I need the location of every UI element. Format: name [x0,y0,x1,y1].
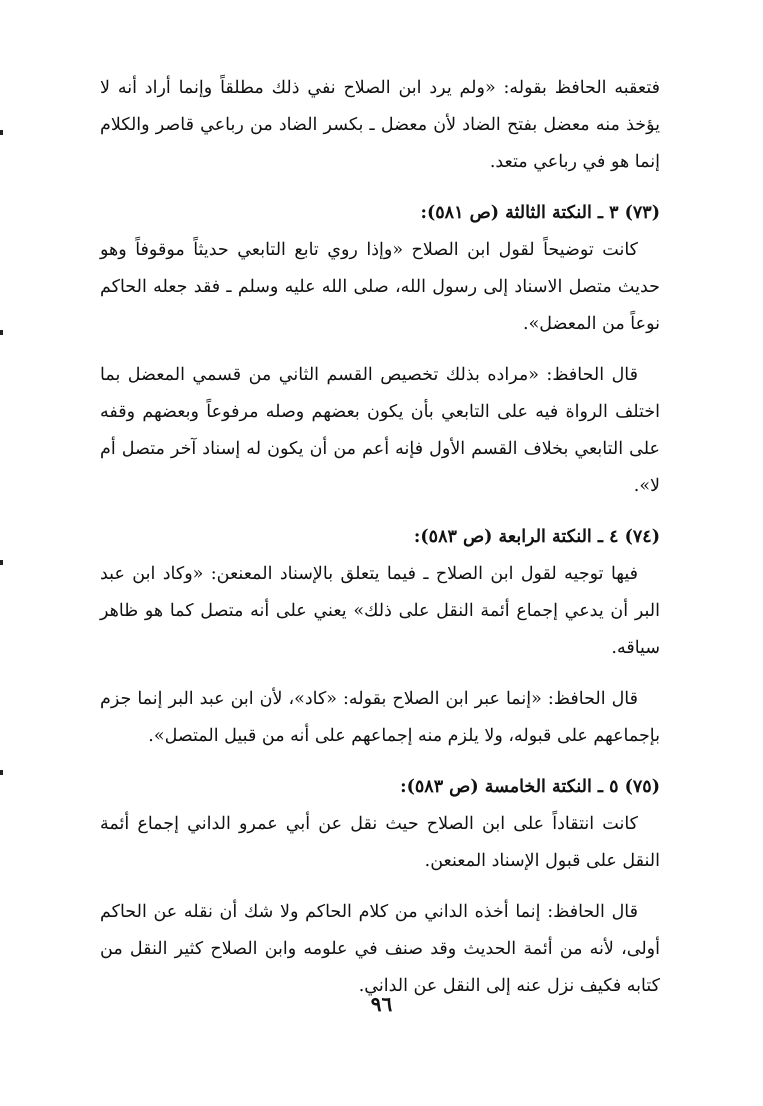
section-heading-74: (٧٤) ٤ ـ النكتة الرابعة (ص ٥٨٣): [413,527,660,547]
margin-mark [0,560,3,565]
paragraph-75-hafiz: قال الحافظ: إنما أخذه الداني من كلام الحاكم ولا شك أن نقله عن الحاكم أولى، لأنه من أئمة الحديث وقد صنف في علومه وابن الصلاح كثير النقل من كتابه فكيف نزل عنه إلى النقل عن الداني. [100,902,660,996]
paragraph-74-hafiz: قال الحافظ: «إنما عبر ابن الصلاح بقوله: «كاد»، لأن ابن عبد البر إنما جزم بإجماعهم على قبوله، ولا يلزم منه إجماعهم على أنه من قبيل المتصل». [100,689,660,746]
section-heading-75: (٧٥) ٥ ـ النكتة الخامسة (ص ٥٨٣): [400,777,660,797]
paragraph-73-text: كانت توضيحاً لقول ابن الصلاح «وإذا روي تابع التابعي حديثاً موقوفاً وهو حديث متصل الاسناد إلى رسول الله، صلى الله عليه وسلم ـ فقد جعله الحاكم نوعاً من المعضل». [100,240,660,334]
paragraph-intro: فتعقبه الحافظ بقوله: «ولم يرد ابن الصلاح نفي ذلك مطلقاً وإنما أراد أنه لا يؤخذ منه معضل بفتح الضاد لأن معضل ـ بكسر الضاد من رباعي قاصر والكلام إنما هو في رباعي متعد. [100,78,660,172]
page-body [100,70,660,1005]
paragraph-73-hafiz: قال الحافظ: «مراده بذلك تخصيص القسم الثاني من قسمي المعضل بما اختلف الرواة فيه على التابعي بأن يكون بعضهم وصله مرفوعاً وبعضهم وقفه على التابعي بخلاف القسم الأول فإنه أعم من أن يكون له إسناد آخر متصل أم لا». [100,365,660,496]
paragraph-75-text: كانت انتقاداً على ابن الصلاح حيث نقل عن أبي عمرو الداني إجماع أئمة النقل على قبول الإسناد المعنعن. [100,814,660,871]
margin-mark [0,770,3,775]
section-heading-73: (٧٣) ٣ ـ النكتة الثالثة (ص ٥٨١): [420,203,660,223]
margin-mark [0,330,3,335]
page-number: ٩٦ [370,992,393,1016]
margin-mark [0,130,3,135]
paragraph-74-text: فيها توجيه لقول ابن الصلاح ـ فيما يتعلق بالإسناد المعنعن: «وكاد ابن عبد البر أن يدعي إجماع أئمة النقل على ذلك» يعني على أنه متصل كما هو ظاهر سياقه. [100,564,660,658]
